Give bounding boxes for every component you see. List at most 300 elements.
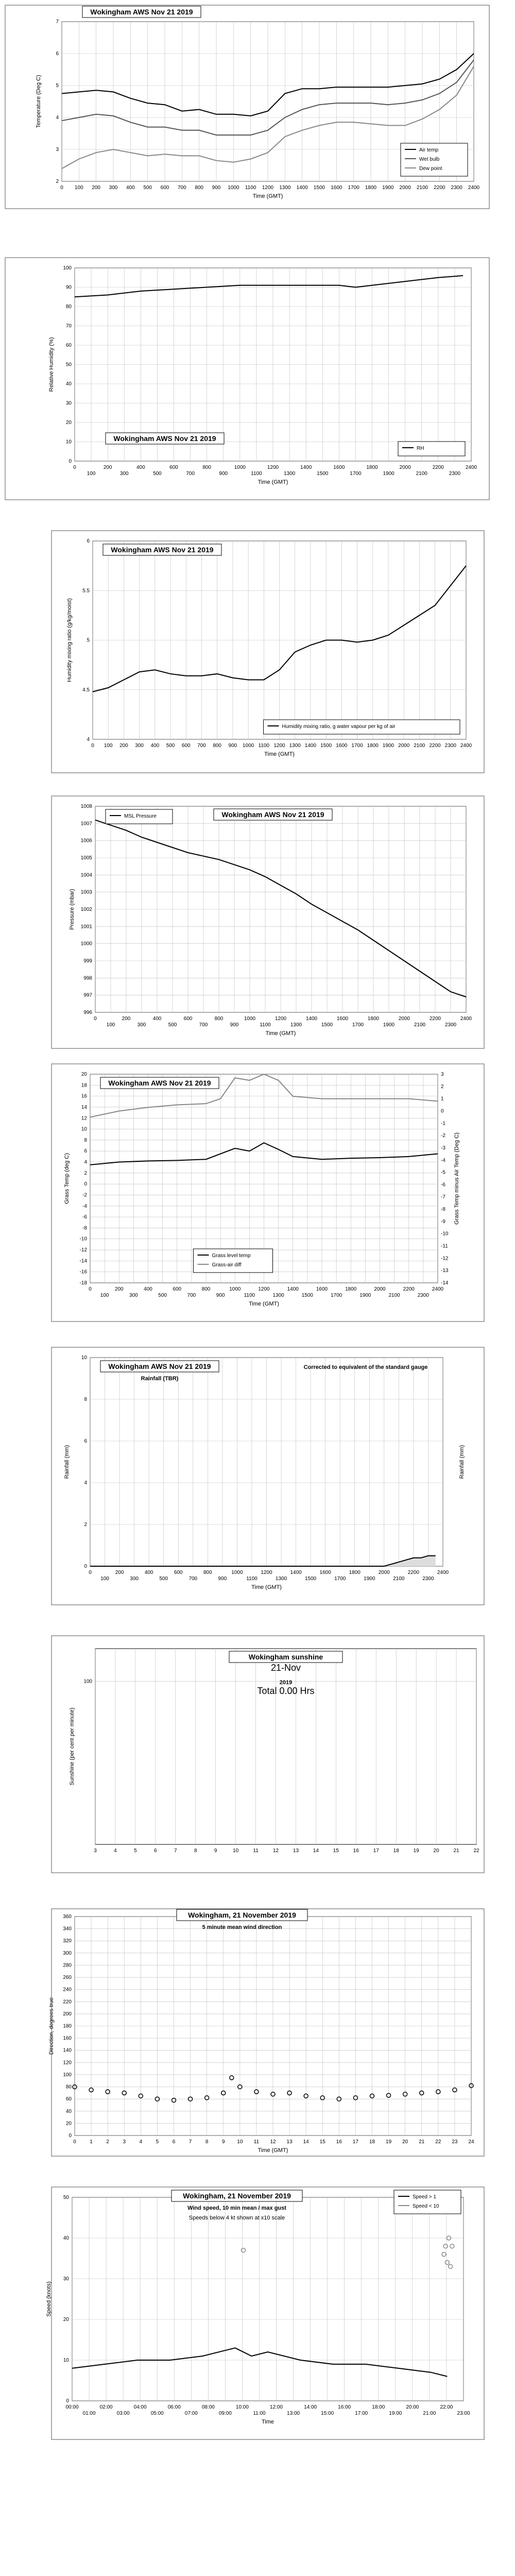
y-axis-label: Humidity mixing ratio (g/kg/moist) xyxy=(66,598,73,682)
y-tick-label: 2 xyxy=(84,1522,87,1528)
x-tick-label: 1100 xyxy=(258,743,270,749)
chart-title: Wokingham AWS Nov 21 2019 xyxy=(108,1079,211,1087)
x-tick-label: 2200 xyxy=(429,743,441,749)
x-tick-label: 12:00 xyxy=(270,2404,283,2410)
x-tick-label: 0 xyxy=(89,1286,92,1292)
x-tick-label: 1300 xyxy=(290,1022,302,1028)
x-tick-label: 1700 xyxy=(331,1293,342,1298)
x-tick-label: 2400 xyxy=(432,1286,444,1292)
x-tick-label: 1900 xyxy=(382,743,394,749)
x-tick-label: 600 xyxy=(181,743,191,749)
x-tick-label: 19 xyxy=(386,2139,392,2145)
x-tick-label: 2100 xyxy=(414,743,425,749)
chart-title: Wokingham AWS Nov 21 2019 xyxy=(111,546,214,554)
x-tick-label: 400 xyxy=(152,1016,162,1022)
x-tick-label: 2000 xyxy=(378,1570,390,1575)
x-tick-label: 2100 xyxy=(414,1022,426,1028)
y-tick-label: 30 xyxy=(65,400,72,406)
x-tick-label: 0 xyxy=(73,2139,76,2145)
x-tick-label: 1800 xyxy=(365,185,377,191)
y-tick-label: 320 xyxy=(63,1938,72,1944)
x-tick-label: 1700 xyxy=(352,1022,364,1028)
x-tick-label: 200 xyxy=(92,185,101,191)
y-axis-label: Temperature (Deg C) xyxy=(36,75,42,128)
x-tick-label: 1500 xyxy=(321,1022,333,1028)
x-tick-label: 06:00 xyxy=(167,2404,181,2410)
y-tick-label: 200 xyxy=(63,2011,72,2017)
y-tick-label: 6 xyxy=(84,1438,87,1444)
x-tick-label: 2300 xyxy=(451,185,462,191)
y-tick-label: 160 xyxy=(63,2036,72,2042)
chart-title: Wokingham sunshine xyxy=(248,1653,323,1661)
x-tick-label: 100 xyxy=(74,185,83,191)
y-tick-label: 40 xyxy=(65,2108,72,2114)
x-tick-label: 1600 xyxy=(336,743,348,749)
x-tick-label: 500 xyxy=(166,743,175,749)
x-tick-label: 2 xyxy=(106,2139,109,2145)
x-tick-label: 23:00 xyxy=(457,2411,470,2416)
y-tick-label: 999 xyxy=(83,958,92,964)
y-tick-label: 4 xyxy=(84,1159,87,1165)
x-tick-label: 1500 xyxy=(313,185,325,191)
x-tick-label: 24 xyxy=(468,2139,474,2145)
x-tick-label: 1300 xyxy=(279,185,291,191)
x-tick-label: 11:00 xyxy=(253,2411,266,2416)
x-tick-label: 1300 xyxy=(283,471,296,477)
x-tick-label: 700 xyxy=(197,743,206,749)
x-tick-label: 2000 xyxy=(399,465,411,470)
subtitle: Wind speed, 10 min mean / max gust xyxy=(187,2205,286,2211)
y-tick-label: 14 xyxy=(81,1104,87,1110)
y-tick-label: 140 xyxy=(63,2047,72,2054)
x-tick-label: 2300 xyxy=(449,471,461,477)
y-tick-label: 100 xyxy=(63,265,72,271)
legend-label: Dew point xyxy=(419,166,442,172)
y-axis-label: Grass Temp (deg C) xyxy=(64,1153,70,1204)
x-tick-label: 600 xyxy=(160,185,169,191)
y-tick-label: 4 xyxy=(56,115,59,121)
x-tick-label: 1600 xyxy=(319,1570,331,1575)
x-tick-label: 5 xyxy=(134,1848,137,1854)
x-tick-label: 700 xyxy=(187,1293,196,1298)
x-tick-label: 00:00 xyxy=(65,2404,79,2410)
x-tick-label: 500 xyxy=(153,471,162,477)
x-tick-label: 800 xyxy=(201,1286,211,1292)
x-tick-label: 1600 xyxy=(336,1016,349,1022)
x-tick-label: 600 xyxy=(169,465,178,470)
x-tick-label: 1300 xyxy=(275,1576,287,1582)
x-tick-label: 1900 xyxy=(359,1293,371,1298)
x-tick-label: 0 xyxy=(60,185,63,191)
y-tick-label: 30 xyxy=(63,2276,69,2282)
x-tick-label: 2300 xyxy=(444,743,456,749)
x-tick-label: 1700 xyxy=(334,1576,346,1582)
y2-tick-label: -3 xyxy=(441,1145,445,1151)
x-tick-label: 1800 xyxy=(367,1016,380,1022)
x-tick-label: 1800 xyxy=(366,465,378,470)
x-tick-label: 400 xyxy=(144,1286,152,1292)
x-tick-label: 800 xyxy=(195,185,204,191)
date-label: 21-Nov xyxy=(270,1663,301,1673)
legend-label: Speed < 10 xyxy=(413,2204,439,2209)
x-tick-label: 17 xyxy=(352,2139,358,2145)
legend-label: RH xyxy=(417,446,424,451)
x-tick-label: 17:00 xyxy=(355,2411,368,2416)
x-tick-label: 2100 xyxy=(416,185,428,191)
x-tick-label: 20 xyxy=(433,1848,439,1854)
x-tick-label: 100 xyxy=(100,1293,109,1298)
x-tick-label: 500 xyxy=(168,1022,177,1028)
y-tick-label: 4 xyxy=(84,1480,87,1486)
x-tick-label: 400 xyxy=(126,185,135,191)
y-tick-label: 20 xyxy=(63,2317,69,2323)
x-tick-label: 1300 xyxy=(272,1293,284,1298)
y2-tick-label: -9 xyxy=(441,1218,445,1225)
legend-label: MSL Pressure xyxy=(124,814,157,819)
x-tick-label: 7 xyxy=(174,1848,177,1854)
x-tick-label: 15 xyxy=(333,1848,339,1854)
x-tick-label: 12 xyxy=(272,1848,279,1854)
x-tick-label: 4 xyxy=(114,1848,117,1854)
y-tick-label: 1008 xyxy=(80,804,92,809)
subtitle: Rainfall (TBR) xyxy=(141,1376,179,1382)
y-tick-label: 0 xyxy=(84,1181,87,1188)
x-tick-label: 300 xyxy=(129,1293,138,1298)
x-tick-label: 18:00 xyxy=(372,2404,385,2410)
x-tick-label: 1000 xyxy=(242,743,254,749)
y2-tick-label: -2 xyxy=(441,1133,445,1139)
x-tick-label: 11 xyxy=(253,2139,260,2145)
y-tick-label: 6 xyxy=(56,51,59,57)
x-axis-label: Time (GMT) xyxy=(265,1030,296,1037)
y-tick-label: 340 xyxy=(63,1926,72,1932)
x-tick-label: 2300 xyxy=(417,1293,429,1298)
y-tick-label: 40 xyxy=(63,2235,69,2241)
chart-8 xyxy=(48,1909,484,2156)
x-tick-label: 300 xyxy=(135,743,144,749)
x-tick-label: 19 xyxy=(413,1848,419,1854)
y-tick-label: 2 xyxy=(84,1170,87,1176)
y-tick-label: 12 xyxy=(81,1115,87,1122)
y-tick-label: -14 xyxy=(79,1258,87,1264)
y2-tick-label: -10 xyxy=(441,1231,449,1237)
x-tick-label: 1900 xyxy=(382,185,394,191)
y-tick-label: 10 xyxy=(65,439,72,445)
x-tick-label: 100 xyxy=(87,471,96,477)
chart-title: Wokingham, 21 November 2019 xyxy=(183,2192,291,2200)
x-tick-label: 400 xyxy=(136,465,145,470)
x-tick-label: 300 xyxy=(137,1022,146,1028)
y2-tick-label: -1 xyxy=(441,1121,445,1127)
x-tick-label: 08:00 xyxy=(201,2404,215,2410)
y2-tick-label: -4 xyxy=(441,1157,445,1163)
x-tick-label: 20:00 xyxy=(406,2404,419,2410)
x-tick-label: 300 xyxy=(119,471,129,477)
x-tick-label: 0 xyxy=(73,465,76,470)
y-tick-label: 5.5 xyxy=(82,588,90,594)
y-tick-label: 80 xyxy=(65,2084,72,2090)
y-tick-label: 260 xyxy=(63,1975,72,1981)
y-tick-label: 1004 xyxy=(80,872,92,878)
x-tick-label: 1400 xyxy=(287,1286,299,1292)
x-tick-label: 1600 xyxy=(316,1286,328,1292)
y-tick-label: -16 xyxy=(79,1269,87,1275)
y2-tick-label: 3 xyxy=(441,1072,444,1077)
y-tick-label: 4.5 xyxy=(82,687,90,693)
x-tick-label: 2300 xyxy=(444,1022,457,1028)
y-tick-label: 50 xyxy=(65,362,72,368)
x-tick-label: 1500 xyxy=(301,1293,313,1298)
x-tick-label: 10:00 xyxy=(235,2404,249,2410)
note: Speeds below 4 kt shown at x10 scale xyxy=(188,2215,285,2221)
y-tick-label: 120 xyxy=(63,2060,72,2066)
x-tick-label: 1100 xyxy=(246,1576,258,1582)
x-tick-label: 15:00 xyxy=(321,2411,334,2416)
x-tick-label: 0 xyxy=(89,1570,92,1575)
plot-area xyxy=(72,2197,464,2401)
y-tick-label: 0 xyxy=(66,2398,69,2404)
x-tick-label: 5 xyxy=(156,2139,159,2145)
x-tick-label: 100 xyxy=(104,743,113,749)
x-tick-label: 1400 xyxy=(305,1016,318,1022)
y-tick-label: 20 xyxy=(65,420,72,426)
y-axis-label: Relative Humidity (%) xyxy=(48,337,55,392)
y-tick-label: 1007 xyxy=(80,821,92,827)
y-tick-label: 0 xyxy=(68,459,72,464)
x-tick-label: 700 xyxy=(188,1576,198,1582)
x-tick-label: 2100 xyxy=(388,1293,400,1298)
y-tick-label: 60 xyxy=(65,2096,72,2103)
x-tick-label: 200 xyxy=(115,1570,124,1575)
x-tick-label: 8 xyxy=(194,1848,197,1854)
x-tick-label: 16 xyxy=(353,1848,359,1854)
x-tick-label: 2400 xyxy=(437,1570,449,1575)
chart-title: Wokingham AWS Nov 21 2019 xyxy=(113,434,216,443)
y-tick-label: 40 xyxy=(65,381,72,387)
x-tick-label: 13:00 xyxy=(287,2411,300,2416)
chart-title: Wokingham AWS Nov 21 2019 xyxy=(108,1362,211,1370)
chart-4 xyxy=(52,796,484,1048)
x-tick-label: 1900 xyxy=(383,1022,395,1028)
year-label: 2019 xyxy=(279,1680,293,1686)
x-tick-label: 05:00 xyxy=(150,2411,164,2416)
y-tick-label: 0 xyxy=(68,2133,72,2139)
x-tick-label: 16:00 xyxy=(338,2404,351,2410)
x-tick-label: 300 xyxy=(130,1576,139,1582)
x-tick-label: 1000 xyxy=(228,185,239,191)
y-axis-label: Rainfall (mm) xyxy=(64,1445,70,1479)
x-tick-label: 2400 xyxy=(460,743,472,749)
x-tick-label: 900 xyxy=(230,1022,239,1028)
legend-box xyxy=(394,2190,461,2214)
legend-label: Wet bulb xyxy=(419,157,440,162)
x-tick-label: 1000 xyxy=(231,1570,243,1575)
x-tick-label: 19:00 xyxy=(389,2411,402,2416)
x-tick-label: 600 xyxy=(173,1286,182,1292)
x-tick-label: 500 xyxy=(159,1576,168,1582)
x-tick-label: 03:00 xyxy=(116,2411,130,2416)
y-tick-label: 300 xyxy=(63,1950,72,1956)
x-tick-label: 1200 xyxy=(261,1570,272,1575)
x-tick-label: 1700 xyxy=(351,743,363,749)
x-tick-label: 600 xyxy=(174,1570,183,1575)
x-tick-label: 100 xyxy=(100,1576,109,1582)
x-tick-label: 02:00 xyxy=(99,2404,113,2410)
x-tick-label: 1200 xyxy=(258,1286,270,1292)
y-axis-label: Speed (knots) xyxy=(46,2281,52,2317)
subtitle: 5 minute mean wind direction xyxy=(202,1924,282,1930)
x-tick-label: 2200 xyxy=(434,185,445,191)
x-tick-label: 18 xyxy=(369,2139,375,2145)
y2-tick-label: 1 xyxy=(441,1096,444,1102)
y-tick-label: 4 xyxy=(87,737,90,742)
x-tick-label: 2000 xyxy=(374,1286,386,1292)
x-tick-label: 15 xyxy=(319,2139,325,2145)
y2-tick-label: 0 xyxy=(441,1108,444,1114)
x-tick-label: 1900 xyxy=(364,1576,375,1582)
x-tick-label: 18 xyxy=(393,1848,399,1854)
y-tick-label: 180 xyxy=(63,2023,72,2029)
y-tick-label: 1002 xyxy=(80,907,92,912)
y-tick-label: 90 xyxy=(65,284,72,291)
x-tick-label: 1000 xyxy=(234,465,246,470)
y-tick-label: 1005 xyxy=(80,855,92,861)
y-tick-label: -2 xyxy=(82,1192,87,1198)
y2-tick-label: -5 xyxy=(441,1170,445,1176)
x-tick-label: 400 xyxy=(144,1570,153,1575)
x-tick-label: 700 xyxy=(177,185,186,191)
x-tick-label: 4 xyxy=(139,2139,143,2145)
legend-label: Air temp xyxy=(419,147,439,153)
y-tick-label: 5 xyxy=(56,83,59,89)
x-tick-label: 2400 xyxy=(465,465,477,470)
x-tick-label: 2400 xyxy=(460,1016,472,1022)
chart-3 xyxy=(52,531,484,773)
x-tick-label: 1100 xyxy=(251,471,262,477)
x-tick-label: 200 xyxy=(122,1016,131,1022)
x-tick-label: 200 xyxy=(114,1286,124,1292)
x-tick-label: 3 xyxy=(123,2139,126,2145)
y-tick-label: 7 xyxy=(56,19,59,25)
x-axis-label: Time (GMT) xyxy=(252,193,283,199)
y-tick-label: 20 xyxy=(81,1072,87,1077)
y2-tick-label: -12 xyxy=(441,1256,449,1262)
y-tick-label: 1003 xyxy=(80,889,92,895)
y-tick-label: 3 xyxy=(56,147,59,152)
y-tick-label: 6 xyxy=(87,538,90,544)
chart-title: Wokingham, 21 November 2019 xyxy=(188,1911,296,1919)
x-tick-label: 10 xyxy=(233,1848,239,1854)
x-tick-label: 1800 xyxy=(349,1570,360,1575)
x-axis-label: Time (GMT) xyxy=(251,1584,282,1590)
y-tick-label: 2 xyxy=(56,179,59,184)
y-axis-label: Direction, degrees true xyxy=(48,1997,55,2055)
x-tick-label: 1400 xyxy=(300,465,312,470)
x-tick-label: 800 xyxy=(202,465,212,470)
x-tick-label: 8 xyxy=(205,2139,209,2145)
x-axis-label: Time xyxy=(261,2419,274,2425)
x-tick-label: 21 xyxy=(453,1848,459,1854)
x-tick-label: 700 xyxy=(199,1022,208,1028)
y-tick-label: 10 xyxy=(81,1126,87,1132)
y-tick-label: 10 xyxy=(81,1355,87,1361)
x-tick-label: 800 xyxy=(213,743,222,749)
x-tick-label: 2200 xyxy=(403,1286,415,1292)
y-axis-label: Sunshine (per cent per minute) xyxy=(69,1707,75,1786)
x-tick-label: 1900 xyxy=(383,471,394,477)
x-tick-label: 200 xyxy=(103,465,112,470)
legend-box xyxy=(194,1249,273,1273)
x-tick-label: 2200 xyxy=(407,1570,420,1575)
y-tick-label: 10 xyxy=(63,2358,69,2363)
total-label: Total 0.00 Hrs xyxy=(257,1686,315,1696)
x-tick-label: 04:00 xyxy=(133,2404,147,2410)
y-tick-label: 20 xyxy=(65,2121,72,2127)
y-tick-label: 16 xyxy=(81,1093,87,1099)
y-tick-label: 240 xyxy=(63,1987,72,1993)
x-tick-label: 13 xyxy=(293,1848,299,1854)
y-tick-label: 220 xyxy=(63,1999,72,2005)
x-tick-label: 100 xyxy=(106,1022,115,1028)
x-tick-label: 300 xyxy=(109,185,118,191)
x-tick-label: 22 xyxy=(473,1848,479,1854)
y-tick-label: 1001 xyxy=(80,924,92,930)
y-tick-label: 60 xyxy=(65,343,72,348)
x-axis-label: Time (GMT) xyxy=(258,479,288,485)
x-tick-label: 1700 xyxy=(350,471,362,477)
x-tick-label: 900 xyxy=(228,743,237,749)
x-tick-label: 800 xyxy=(214,1016,224,1022)
chart-title: Wokingham AWS Nov 21 2019 xyxy=(221,810,324,819)
y-tick-label: 80 xyxy=(65,304,72,310)
x-tick-label: 0 xyxy=(91,743,94,749)
x-tick-label: 11 xyxy=(253,1848,259,1854)
x-tick-label: 1000 xyxy=(229,1286,241,1292)
x-tick-label: 7 xyxy=(188,2139,192,2145)
y-tick-label: -10 xyxy=(79,1236,87,1242)
x-tick-label: 1200 xyxy=(262,185,274,191)
y2-tick-label: 2 xyxy=(441,1083,444,1090)
x-tick-label: 0 xyxy=(94,1016,97,1022)
y-tick-label: 100 xyxy=(63,2072,72,2078)
y-tick-label: 280 xyxy=(63,1962,72,1969)
x-tick-label: 2200 xyxy=(429,1016,441,1022)
x-tick-label: 20 xyxy=(402,2139,408,2145)
x-tick-label: 500 xyxy=(158,1293,167,1298)
y2-tick-label: -7 xyxy=(441,1194,445,1200)
y2-tick-label: -11 xyxy=(441,1243,448,1249)
x-tick-label: 22 xyxy=(435,2139,441,2145)
legend-box xyxy=(398,442,465,456)
x-tick-label: 1000 xyxy=(244,1016,256,1022)
x-tick-label: 1800 xyxy=(345,1286,357,1292)
y-tick-label: 1006 xyxy=(80,838,92,844)
x-tick-label: 01:00 xyxy=(82,2411,96,2416)
x-tick-label: 1200 xyxy=(274,1016,287,1022)
y-tick-label: 360 xyxy=(63,1914,72,1920)
y-tick-label: 100 xyxy=(83,1679,92,1685)
chart-1 xyxy=(5,5,489,209)
legend-label: Grass level temp xyxy=(212,1253,251,1259)
x-tick-label: 1400 xyxy=(290,1570,302,1575)
x-tick-label: 2100 xyxy=(393,1576,405,1582)
x-tick-label: 1500 xyxy=(317,471,329,477)
x-tick-label: 800 xyxy=(203,1570,212,1575)
x-tick-label: 1500 xyxy=(305,1576,317,1582)
y2-tick-label: -6 xyxy=(441,1182,445,1188)
x-tick-label: 23 xyxy=(452,2139,458,2145)
x-tick-label: 200 xyxy=(119,743,128,749)
